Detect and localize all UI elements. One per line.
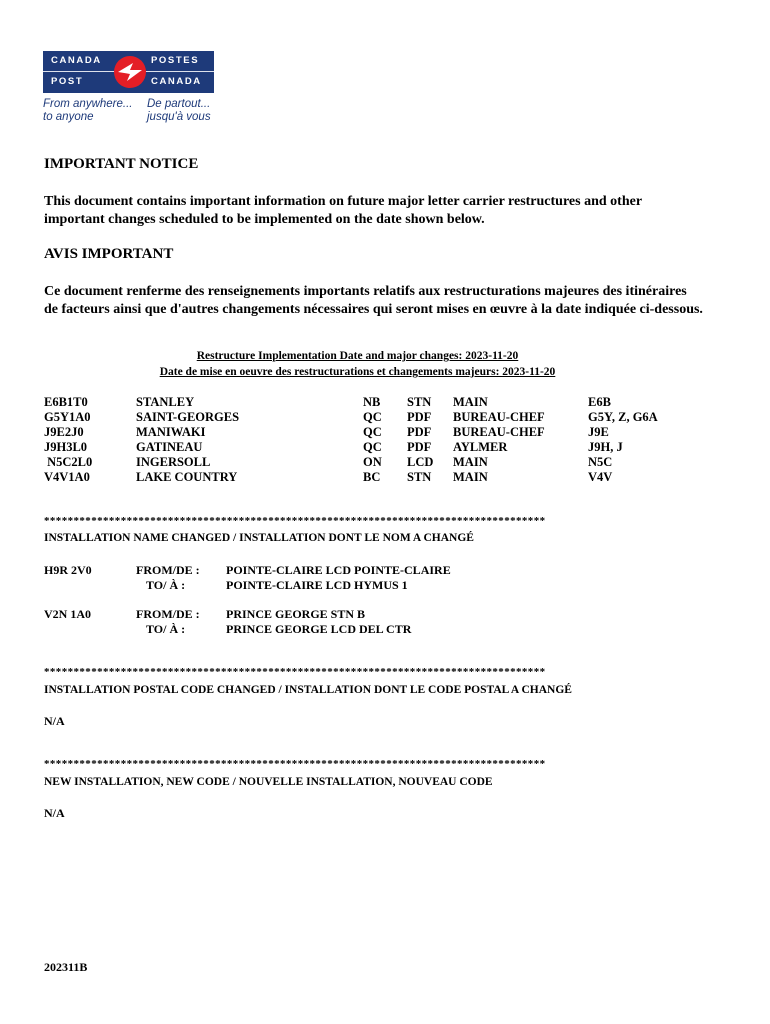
- notice-text-fr: Ce document renferme des renseignements importants relatifs aux restructurations majeures des itinéraires de facteurs ainsi que d'autres changements nécessaires qui seront mises en œuvre à la date indiquée ci-dessous.: [44, 284, 703, 317]
- restructure-province: QC: [363, 425, 382, 439]
- from-name: PRINCE GEORGE STN B: [226, 607, 366, 621]
- separator-line: *************************************************************************************: [44, 758, 546, 770]
- from-name: POINTE-CLAIRE LCD POINTE-CLAIRE: [226, 563, 451, 577]
- tagline-fr-1: De partout...: [147, 98, 211, 110]
- restructure-code: J9H3L0: [44, 440, 88, 454]
- logo-canada-left: CANADA: [51, 55, 102, 66]
- restructure-code: V4V1A0: [44, 470, 90, 484]
- tagline-en-1: From anywhere...: [43, 98, 133, 110]
- type-column: [407, 395, 433, 485]
- implementation-date-en: Restructure Implementation Date and major changes: 2023-11-20: [196, 350, 519, 362]
- restructure-province: BC: [363, 470, 381, 484]
- name-change-labels: [136, 607, 200, 637]
- restructure-installation: MAIN: [453, 470, 488, 484]
- new-installation-title: NEW INSTALLATION, NEW CODE / NOUVELLE INSTALLATION, NOUVEAU CODE: [44, 776, 493, 788]
- canada-post-emblem-icon: [113, 54, 147, 90]
- restructure-fsa: J9H, J: [588, 440, 623, 454]
- restructure-type: STN: [407, 470, 432, 484]
- restructure-place: INGERSOLL: [136, 455, 211, 469]
- postal-code-changed-title: INSTALLATION POSTAL CODE CHANGED / INSTALLATION DONT LE CODE POSTAL A CHANGÉ: [44, 684, 572, 696]
- restructure-type: LCD: [407, 455, 434, 469]
- name-change-values: [226, 607, 411, 637]
- restructure-fsa: V4V: [588, 470, 613, 484]
- name-change-code: H9R 2V0: [44, 563, 92, 577]
- name-changed-title: INSTALLATION NAME CHANGED / INSTALLATION DONT LE NOM A CHANGÉ: [44, 532, 474, 544]
- from-label: FROM/DE :: [136, 563, 200, 577]
- restructure-code: N5C2L0: [44, 455, 93, 469]
- name-change-values: [226, 563, 451, 593]
- restructure-fsa: E6B: [588, 395, 611, 409]
- separator-line: *************************************************************************************: [44, 515, 546, 527]
- code-column: [44, 395, 92, 485]
- restructure-province: QC: [363, 440, 382, 454]
- implementation-date-fr: Date de mise en oeuvre des restructurations et changements majeurs: 2023-11-20: [159, 366, 556, 378]
- restructure-fsa: J9E: [588, 425, 609, 439]
- notice-heading-fr: AVIS IMPORTANT: [44, 246, 174, 262]
- notice-heading-en: IMPORTANT NOTICE: [44, 156, 199, 172]
- restructure-type: PDF: [407, 425, 432, 439]
- restructure-installation: BUREAU-CHEF: [453, 425, 545, 439]
- restructure-place: MANIWAKI: [136, 425, 206, 439]
- fsa-column: [588, 395, 658, 485]
- name-change-code: V2N 1A0: [44, 607, 91, 621]
- restructure-fsa: N5C: [588, 455, 613, 469]
- to-name: PRINCE GEORGE LCD DEL CTR: [226, 622, 412, 636]
- place-column: [136, 395, 239, 485]
- restructure-installation: BUREAU-CHEF: [453, 410, 545, 424]
- notice-text-en: This document contains important information on future major letter carrier restructures and other important changes scheduled to be implemented on the date shown below.: [44, 194, 642, 227]
- restructure-type: PDF: [407, 440, 432, 454]
- canada-post-logo: [43, 51, 214, 123]
- restructure-province: ON: [363, 455, 382, 469]
- restructure-installation: MAIN: [453, 455, 488, 469]
- new-installation-value: N/A: [44, 806, 65, 820]
- to-name: POINTE-CLAIRE LCD HYMUS 1: [226, 578, 408, 592]
- separator-line: *************************************************************************************: [44, 666, 546, 678]
- restructure-place: GATINEAU: [136, 440, 203, 454]
- province-column: [363, 395, 382, 485]
- restructure-province: NB: [363, 395, 381, 409]
- restructure-fsa: G5Y, Z, G6A: [588, 410, 658, 424]
- restructure-province: QC: [363, 410, 382, 424]
- restructure-code: G5Y1A0: [44, 410, 91, 424]
- restructure-code: E6B1T0: [44, 395, 88, 409]
- restructure-code: J9E2J0: [44, 425, 84, 439]
- logo-postes: POSTES: [151, 55, 200, 66]
- logo-post: POST: [51, 76, 84, 87]
- tagline-fr-2: jusqu'à vous: [147, 111, 211, 123]
- restructure-installation: AYLMER: [453, 440, 508, 454]
- tagline-en-2: to anyone: [43, 111, 94, 123]
- restructure-place: STANLEY: [136, 395, 195, 409]
- postal-code-changed-value: N/A: [44, 714, 65, 728]
- restructure-installation: MAIN: [453, 395, 488, 409]
- logo-canada-right: CANADA: [151, 76, 202, 87]
- to-label: TO/ À :: [146, 622, 186, 636]
- document-code: 202311B: [44, 960, 88, 974]
- installation-name-column: [453, 395, 545, 485]
- logo-banner: [43, 51, 214, 93]
- name-change-labels: [136, 563, 200, 593]
- restructure-type: STN: [407, 395, 432, 409]
- restructure-place: LAKE COUNTRY: [136, 470, 238, 484]
- restructure-type: PDF: [407, 410, 432, 424]
- from-label: FROM/DE :: [136, 607, 200, 621]
- restructure-place: SAINT-GEORGES: [136, 410, 240, 424]
- to-label: TO/ À :: [146, 578, 186, 592]
